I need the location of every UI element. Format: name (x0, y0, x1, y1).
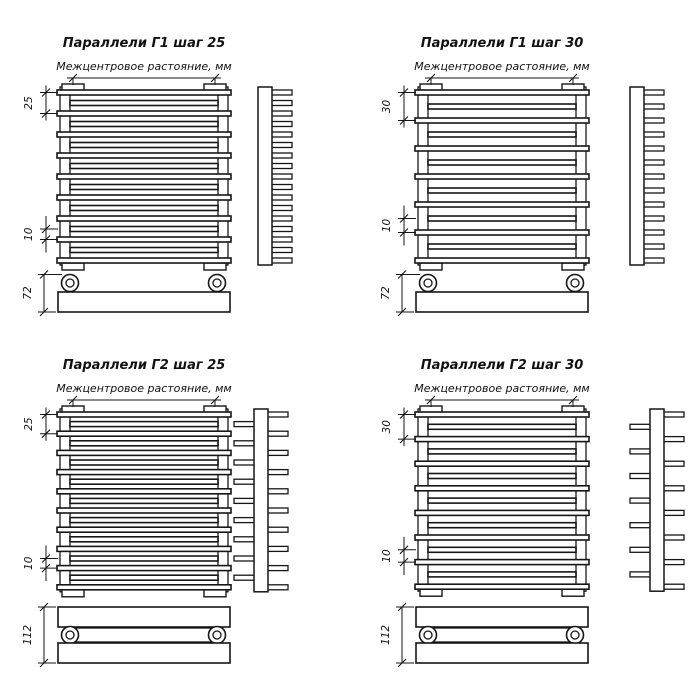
drawing-g2-step25 (0, 322, 350, 672)
front-view (57, 84, 231, 270)
pitch-dimension (23, 86, 58, 121)
svg-text:10: 10 (381, 218, 393, 233)
gap-dimension (381, 537, 416, 575)
drawing-g2-step30 (358, 322, 700, 672)
gap-dimension (381, 206, 416, 246)
center-distance-label: Межцентровое растояние, мм (414, 382, 590, 395)
center-distance-dimension (425, 74, 579, 85)
center-distance-label: Межцентровое растояние, мм (414, 60, 590, 73)
svg-text:112: 112 (380, 624, 392, 646)
side-view (258, 87, 292, 265)
center-distance-dimension (425, 396, 579, 407)
center-distance-label: Межцентровое растояние, мм (56, 382, 232, 395)
pitch-dimension (381, 408, 416, 447)
bottom-view (416, 275, 588, 313)
gap-dimension (23, 546, 58, 582)
drawing-title: Параллели Г1 шаг 30 (420, 36, 584, 51)
svg-text:30: 30 (381, 420, 393, 434)
svg-text:112: 112 (22, 624, 34, 646)
views-g1-step25 (0, 0, 342, 350)
center-distance-label: Межцентровое растояние, мм (56, 60, 232, 73)
svg-text:10: 10 (23, 556, 35, 570)
drawing-g1-step30 (358, 0, 700, 350)
svg-text:25: 25 (23, 96, 35, 110)
center-distance-dimension (67, 396, 221, 407)
svg-text:30: 30 (381, 99, 393, 114)
drawing-g1-step25 (0, 0, 350, 350)
svg-text:10: 10 (23, 227, 35, 241)
views-g1-step30 (358, 0, 700, 350)
depth-dimension (22, 603, 56, 667)
depth-dimension (380, 603, 414, 667)
bottom-view (58, 607, 230, 663)
drawing-title: Параллели Г2 шаг 30 (420, 358, 584, 373)
svg-text:72: 72 (22, 286, 34, 300)
drawing-title: Параллели Г2 шаг 25 (62, 358, 226, 373)
views-g2-step30 (358, 322, 700, 672)
front-view (57, 406, 231, 597)
bottom-view (416, 607, 588, 663)
drawing-title: Параллели Г1 шаг 25 (62, 36, 226, 51)
pitch-dimension (23, 408, 58, 441)
front-view (415, 84, 589, 270)
depth-dimension (22, 271, 62, 317)
front-view (415, 406, 589, 596)
views-g2-step25 (0, 322, 342, 672)
svg-text:72: 72 (380, 286, 392, 300)
depth-dimension (380, 271, 420, 317)
gap-dimension (23, 216, 58, 253)
bottom-view (58, 275, 230, 313)
side-view (630, 87, 664, 265)
side-view (630, 409, 684, 591)
pitch-dimension (381, 86, 416, 128)
center-distance-dimension (67, 74, 221, 85)
svg-text:25: 25 (23, 417, 35, 431)
svg-text:10: 10 (381, 549, 393, 563)
side-view (234, 409, 288, 592)
